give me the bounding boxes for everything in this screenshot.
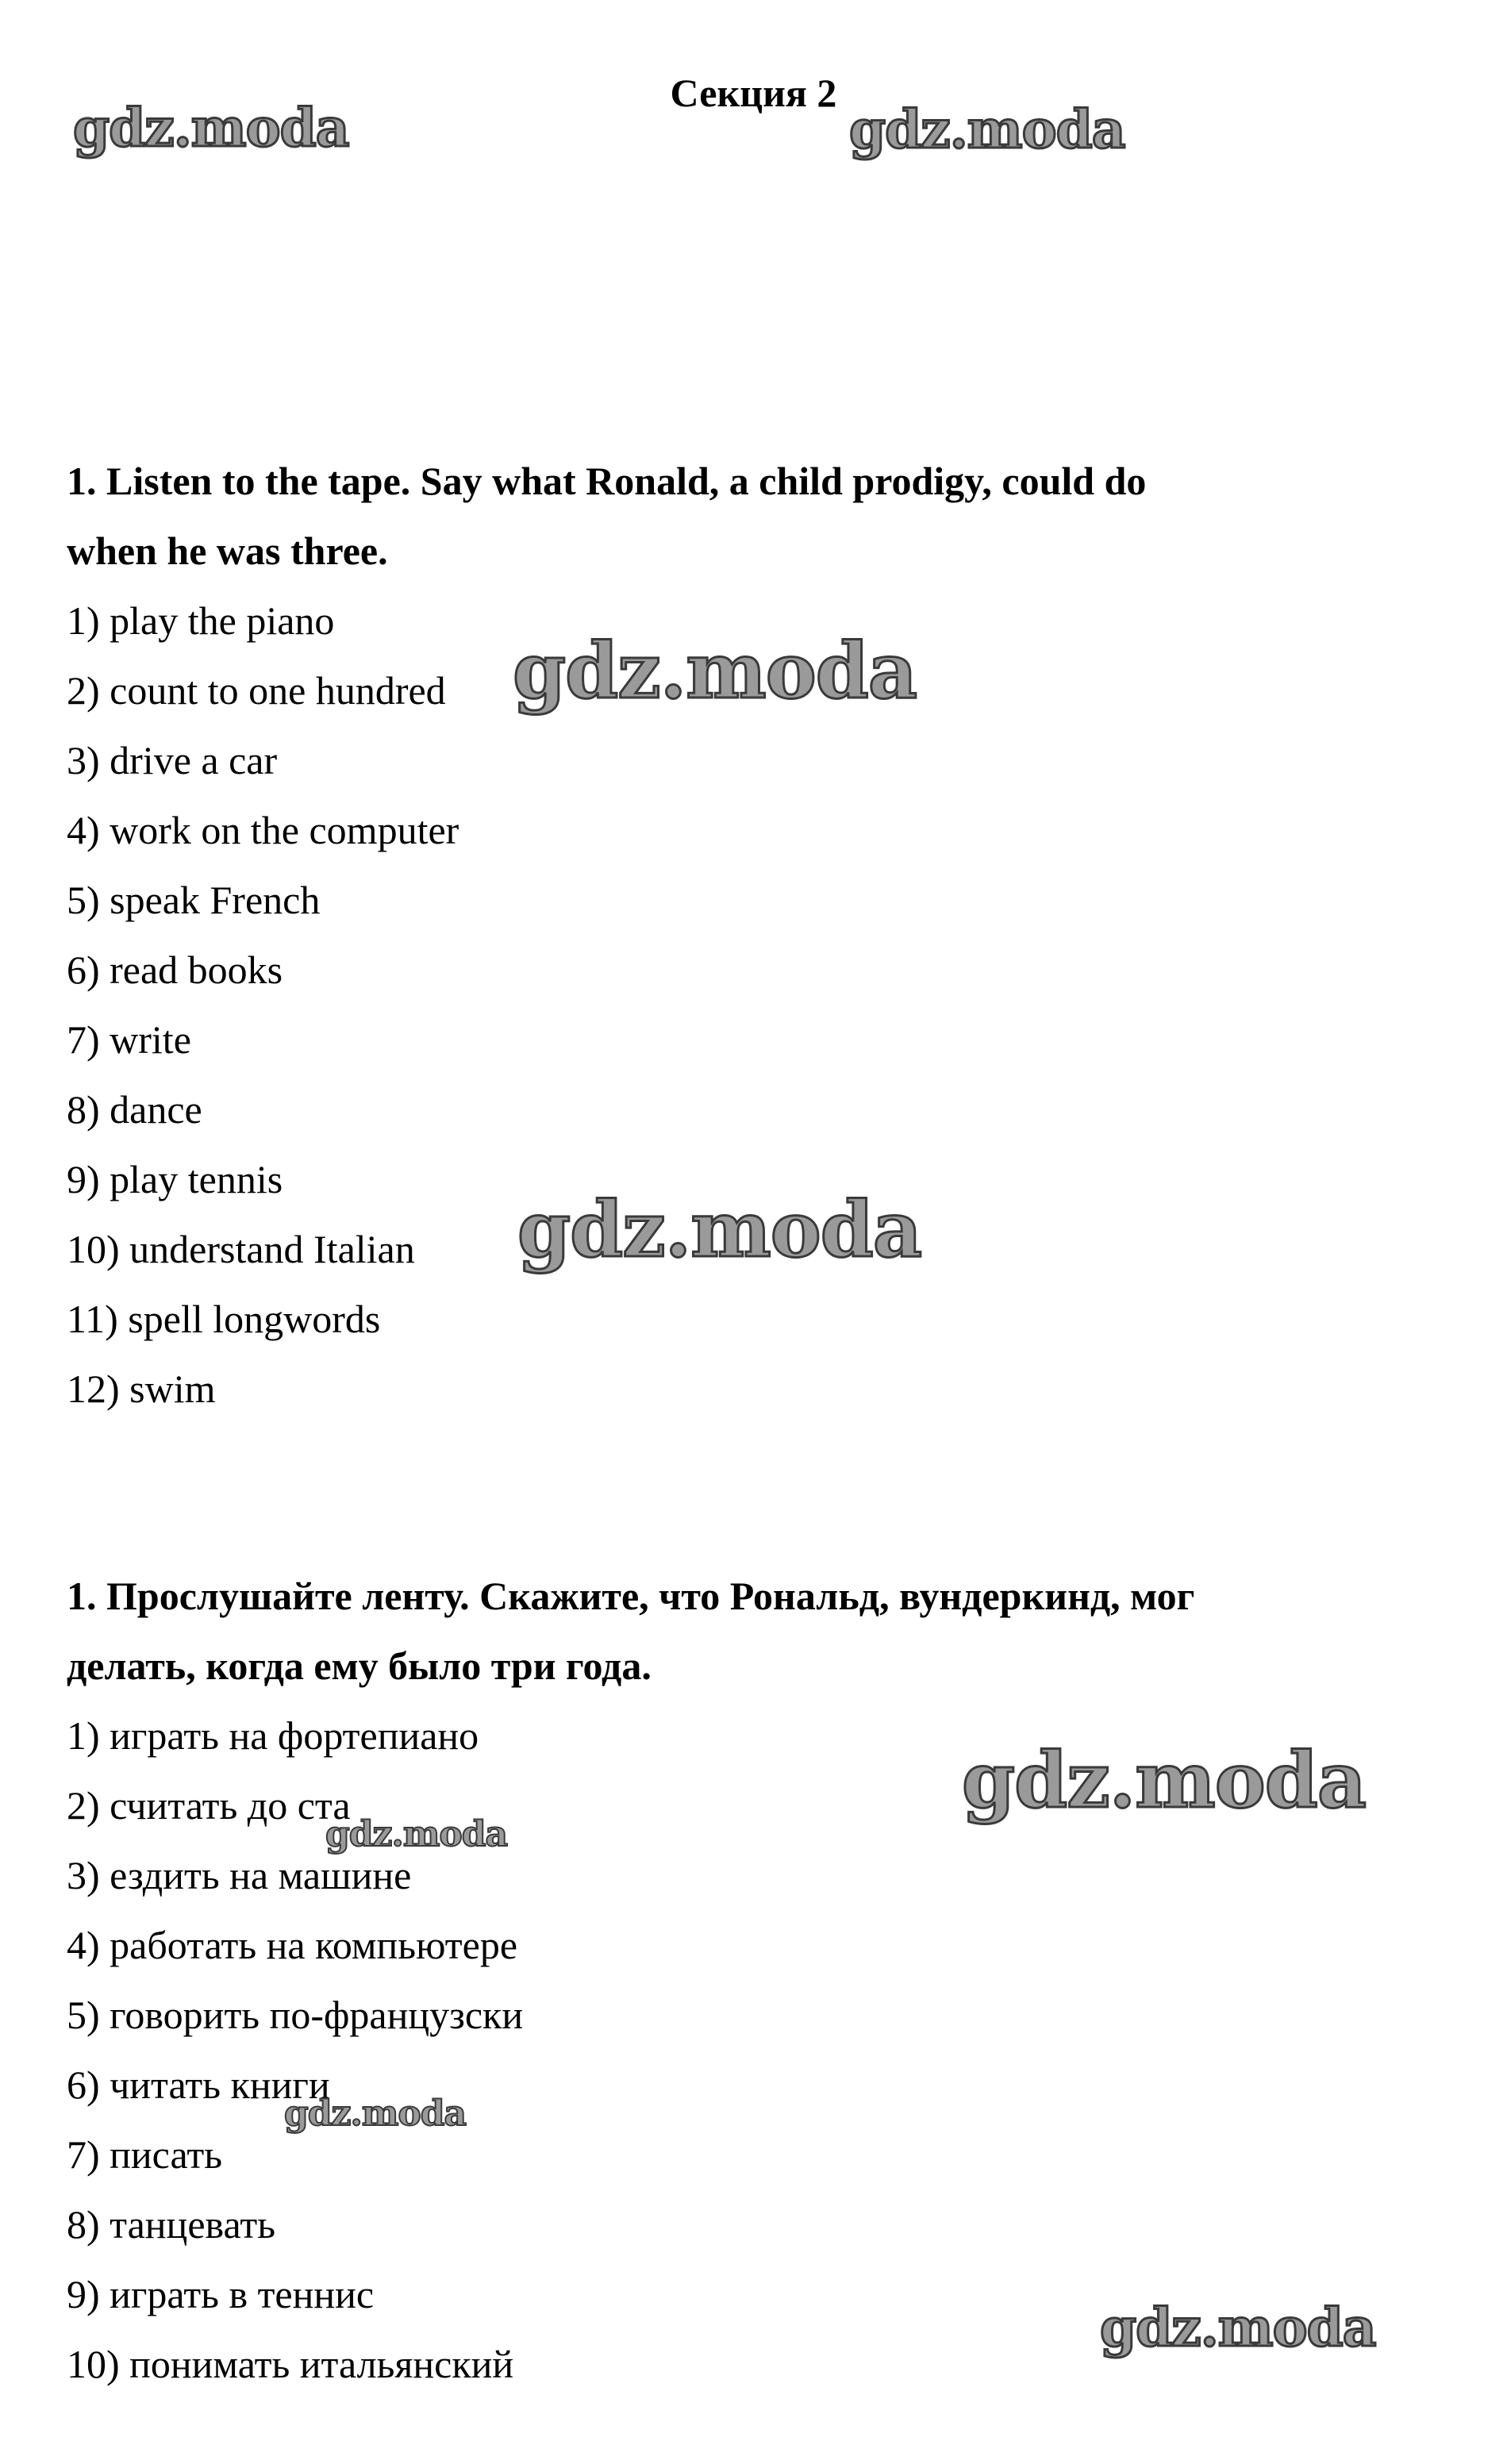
watermark-logo: gdz.moda [513, 626, 917, 716]
list-item: 2) count to one hundred [67, 668, 446, 713]
list-item: 12) swim [67, 1367, 216, 1411]
task-russian [67, 1561, 1447, 2399]
watermark-logo: gdz.moda [1100, 2297, 1376, 2358]
list-item: 9) play tennis [67, 1157, 283, 1201]
task-heading-line-1: 1. Прослушайте ленту. Скажите, что Рональд, вундеркинд, мог [67, 1574, 1195, 1618]
list-item: 7) write [67, 1017, 191, 1062]
list-item: 3) ездить на машине [67, 1853, 412, 1897]
list-item: 10) понимать итальянский [67, 2342, 514, 2386]
list-item: 9) играть в теннис [67, 2272, 375, 2316]
task-english [67, 446, 1447, 1424]
task-heading-line-2: делать, когда ему было три года. [67, 1643, 652, 1688]
list-item: 5) говорить по-французски [67, 1993, 524, 2037]
list-item: 3) drive a car [67, 738, 278, 782]
list-item: 1) play the piano [67, 598, 335, 643]
list-item: 1) играть на фортепиано [67, 1713, 479, 1758]
page-title: Секция 2 [670, 71, 837, 115]
task-heading-line-1: 1. Listen to the tape. Say what Ronald, a child prodigy, could do [67, 459, 1147, 503]
task-heading-russian [67, 1561, 1447, 1701]
list-item: 5) speak French [67, 878, 321, 922]
list-item: 8) dance [67, 1087, 202, 1132]
list-item: 7) писать [67, 2132, 223, 2177]
list-item: 4) work on the computer [67, 808, 459, 852]
watermark-logo: gdz.moda [517, 1185, 922, 1274]
task-heading-english [67, 446, 1447, 586]
list-item: 2) считать до ста [67, 1783, 351, 1828]
list-item: 4) работать на компьютере [67, 1923, 518, 1967]
list-item: 6) читать книги [67, 2062, 330, 2107]
list-item: 8) танцевать [67, 2202, 276, 2247]
watermark-logo: gdz.moda [284, 2093, 467, 2134]
list-item: 11) spell longwords [67, 1297, 381, 1341]
watermark-logo: gdz.moda [849, 98, 1125, 160]
watermark-logo: gdz.moda [325, 1814, 508, 1855]
list-item: 6) read books [67, 948, 283, 992]
watermark-logo: gdz.moda [73, 97, 349, 159]
task-heading-line-2: when he was three. [67, 529, 388, 573]
watermark-logo: gdz.moda [962, 1736, 1367, 1825]
list-item: 10) understand Italian [67, 1227, 415, 1271]
